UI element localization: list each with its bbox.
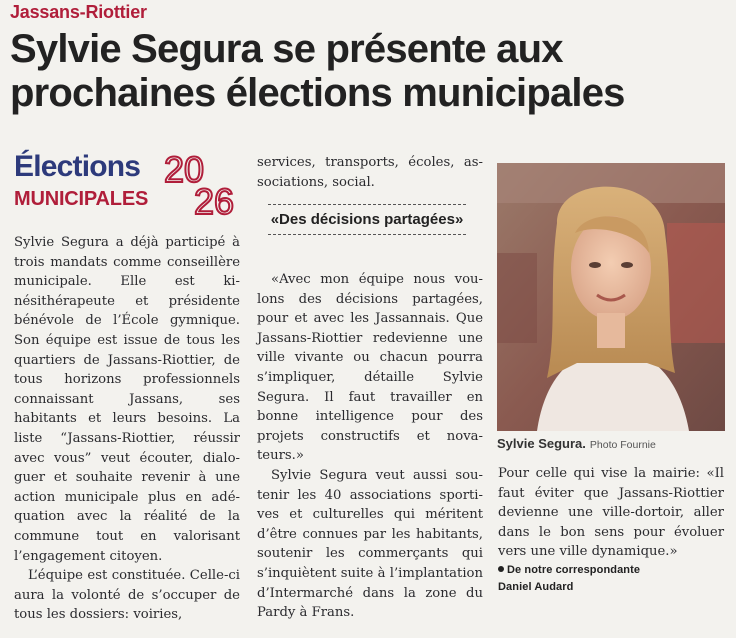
logo-year-bottom: 26: [194, 181, 235, 218]
article-column-2: [257, 153, 483, 192]
logo-year-2026: [164, 150, 248, 218]
paragraph: «Avec mon équipe nous voulons des décisions partagées, pour et avec les Jassannais. Que Jassans-Riottier redevienne une ville vivante ou chacun pourra s’impliquer, détaille Sylvie Segura. Il faut travailler en bonne intelligence pour des projets constructifs et novateurs.»: [257, 272, 483, 464]
headline-line-1: Sylvie Segura se présente aux: [10, 27, 563, 71]
paragraph: L’équipe est constituée. Celle-ci aura la volonté de s’occuper de tous les dossiers: voiries,: [14, 568, 240, 623]
portrait-image: [497, 163, 725, 431]
elections-2026-logo: [14, 150, 244, 220]
byline: [498, 562, 724, 579]
logo-word-elections: Élections: [14, 150, 141, 183]
byline-label: De notre correspondante: [507, 563, 641, 576]
paragraph: Sylvie Segura veut aussi soutenir les 40 associations sportives et culturelles qui méritent d’être connues par les habitants, soutenir les commerçants qui s’inquiètent suite à l’implantation d’Intermarché dans la zone du Pardy à Frans.: [257, 467, 483, 621]
paragraph: Sylvie Segura a déjà participé à trois mandats comme conseillère municipale. Elle est kinésithérapeute et présidente bénévole de l’École gymnique. Son équipe est issue de tous les quartiers de Jassans-Riottier, de tous horizons professionnels connaissant Jassans, ses habitants et leurs besoins. La liste “Jassans-Riottier, réussir avec vous” veut écouter, dialoguer et souhaite revenir à une action municipale plus en adéquation avec la réalité de la commune tout en valorisant l’engagement citoyen.: [14, 235, 240, 564]
caption-credit: Photo Fournie: [589, 439, 656, 451]
headline: [10, 27, 730, 115]
article-column-3: [498, 464, 724, 596]
photo-caption: [497, 436, 727, 451]
portrait-photo: [497, 163, 725, 431]
paragraph: Pour celle qui vise la mairie: «Il faut éviter que Jassans-Riottier devienne une ville-dortoir, aller dans le bon sens pour évoluer vers une ville dynamique.»: [498, 466, 724, 560]
bullet-icon: [498, 566, 504, 572]
byline-author: Daniel Audard: [498, 580, 574, 593]
caption-name: Sylvie Segura.: [497, 436, 586, 451]
logo-year-top: 20: [164, 150, 205, 190]
subhead-rule: [268, 234, 466, 235]
kicker-locality: Jassans-Riottier: [10, 2, 147, 22]
paragraph: services, transports, écoles, associations, social.: [257, 155, 483, 190]
subhead-rule: [268, 204, 466, 205]
subhead-text: «Des décisions partagées»: [270, 211, 464, 228]
article-column-2-body: [257, 270, 483, 623]
logo-word-municipales: MUNICIPALES: [14, 188, 149, 210]
section-subhead: [262, 204, 472, 235]
headline-line-2: prochaines élections municipales: [10, 71, 625, 115]
article-column-1: [14, 233, 240, 625]
